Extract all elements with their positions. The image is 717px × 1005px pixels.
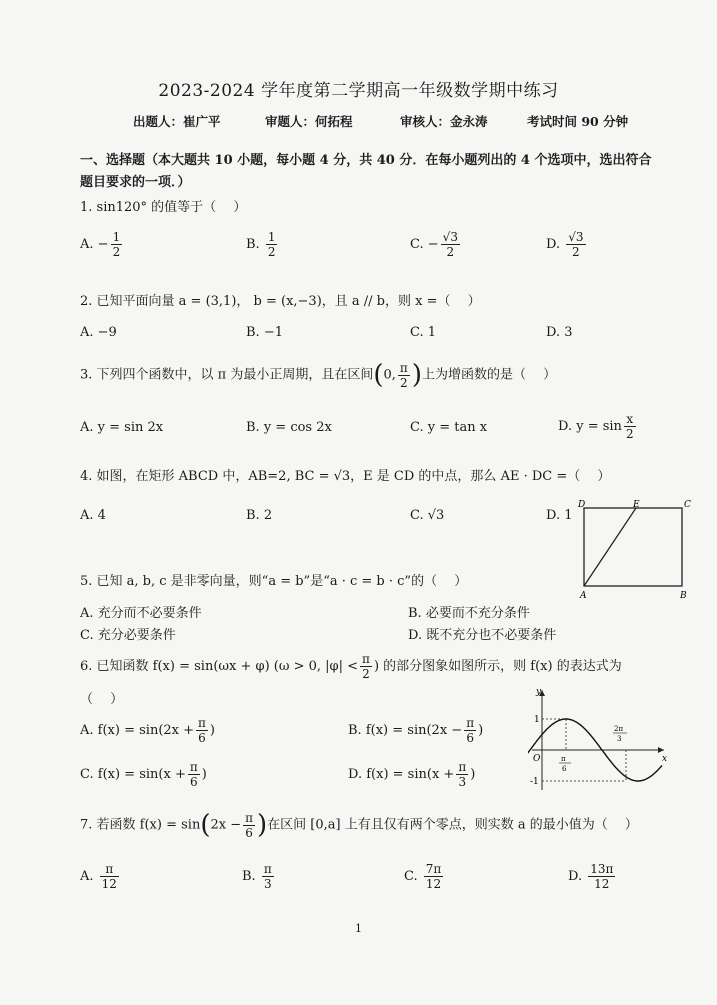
q3-option-b: B. y = cos 2x xyxy=(246,420,332,435)
question-3-stem: 3. 下列四个函数中，以 π 为最小正周期，且在区间(0, $\frac{\pi}{2}$ )上为增函数的是（ ） xyxy=(80,360,557,390)
numerator: π xyxy=(100,862,119,877)
option-text: D. y = sin xyxy=(558,419,622,434)
q1-option-c xyxy=(410,230,462,259)
y-min-label: -1 xyxy=(530,777,539,787)
question-2-stem: 2. 已知平面向量 a = (3,1)， b = (x,−3)，且 a // b，则 x =（ ） xyxy=(80,294,481,309)
q5-option-d: D. 既不充分也不必要条件 xyxy=(408,628,557,643)
option-label: C. xyxy=(404,869,418,884)
denominator: 12 xyxy=(594,877,610,891)
x-axis-label: x xyxy=(662,754,668,764)
x-axis-arrow xyxy=(658,747,664,753)
segment-ae xyxy=(584,508,636,586)
option-text: f(x) = sin(x + xyxy=(97,767,186,782)
numerator: π xyxy=(362,652,370,666)
q6-option-d xyxy=(348,760,475,789)
denominator: 12 xyxy=(101,877,117,891)
numerator: √3 xyxy=(442,230,458,244)
numerator: x xyxy=(624,412,636,427)
denominator: 2 xyxy=(267,245,276,259)
option-label: D. xyxy=(568,869,583,884)
denominator: 12 xyxy=(425,877,442,891)
numerator: π xyxy=(263,862,272,876)
stem-text: 3. 下列四个函数中，以 π 为最小正周期，且在区间 xyxy=(80,367,374,383)
numerator: 1 xyxy=(267,230,276,244)
y-axis-label: y xyxy=(536,687,542,697)
question-4-stem: 4. 如图，在矩形 ABCD 中，AB=2, BC = √3，E 是 CD 的中点，那么 AE · DC =（ ） xyxy=(80,469,611,484)
denominator: 6 xyxy=(245,825,253,840)
minus-sign: − xyxy=(427,237,439,252)
minus-sign: − xyxy=(97,237,109,252)
q7-option-b xyxy=(242,862,276,891)
label-a: A xyxy=(580,591,587,601)
y-max-label: 1 xyxy=(534,715,540,725)
numerator: √3 xyxy=(568,230,584,244)
tick2-den: 3 xyxy=(617,735,622,743)
denominator: 2 xyxy=(625,427,634,441)
option-label: A. xyxy=(80,869,94,884)
denominator: 2 xyxy=(112,245,121,259)
page-title: 2023-2024 学年度第二学期高一年级数学期中练习 xyxy=(158,81,559,101)
q4-option-c: C. √3 xyxy=(410,508,445,523)
option-text: ) xyxy=(201,767,207,782)
option-label: D. xyxy=(546,237,561,252)
option-text: f(x) = sin(2x − xyxy=(365,723,463,738)
q4-option-b: B. 2 xyxy=(246,508,273,523)
inner-text: 2x − xyxy=(210,817,242,833)
option-label: B. xyxy=(348,723,362,738)
option-text: f(x) = sin(x + xyxy=(366,767,455,782)
q7-option-a xyxy=(80,862,121,891)
denominator: 6 xyxy=(198,731,206,745)
stem-text: ) 的部分图象如图所示，则 f(x) 的表达式为 xyxy=(373,659,622,674)
interval-left: 0, xyxy=(383,367,396,383)
q5-option-a: A. 充分而不必要条件 xyxy=(80,606,202,621)
numerator: 13π xyxy=(590,862,614,876)
setter-credit: 出题人：崔广平 xyxy=(133,114,221,129)
section-heading: 一、选择题（本大题共 10 小题，每小题 4 分，共 40 分．在每小题列出的 4 个选项中，选出符合题目要求的一项．） xyxy=(80,153,652,190)
label-e: E xyxy=(633,500,640,510)
q4-option-a: A. 4 xyxy=(80,508,106,523)
option-label: C. xyxy=(80,767,94,782)
denominator: 6 xyxy=(189,775,198,789)
q6-option-b xyxy=(348,716,483,745)
approver-credit: 审核人：金永涛 xyxy=(400,114,488,129)
numerator: π xyxy=(466,716,475,730)
q1-option-b xyxy=(246,230,279,259)
denominator: 2 xyxy=(572,245,580,259)
stem-text: 在区间 [0,a] 上有且仅有两个零点，则实数 a 的最小值为（ ） xyxy=(267,817,638,833)
sine-graph xyxy=(528,684,670,796)
label-b: B xyxy=(680,591,687,601)
option-label: B. xyxy=(246,237,260,252)
q4-option-d: D. 1 xyxy=(546,508,573,523)
q5-option-c: C. 充分必要条件 xyxy=(80,628,176,643)
question-6-paren: （ ） xyxy=(80,692,124,707)
q2-option-a: A. −9 xyxy=(80,325,117,340)
numerator: π xyxy=(458,760,467,774)
question-5-stem: 5. 已知 a, b, c 是非零向量，则“a = b”是“a · c = b · c”的（ ） xyxy=(80,574,468,589)
question-1-stem: 1. sin120° 的值等于（ ） xyxy=(80,200,247,215)
origin-label: O xyxy=(533,754,541,764)
q2-option-d: D. 3 xyxy=(546,325,573,340)
denominator: 6 xyxy=(466,731,474,745)
numerator: π xyxy=(245,810,254,825)
denominator: 2 xyxy=(446,245,455,259)
denominator: 2 xyxy=(362,667,370,681)
stem-text: 7. 若函数 f(x) = sin xyxy=(80,817,201,833)
option-label: D. xyxy=(348,767,363,782)
numerator: π xyxy=(189,760,198,774)
question-7-stem: 7. 若函数 f(x) = sin(2x − $\frac{\pi}{6}$ )在区间 [0,a] 上有且仅有两个零点，则实数 a 的最小值为（ ） xyxy=(80,810,638,840)
option-text: ) xyxy=(209,723,215,738)
q6-option-c xyxy=(80,760,207,789)
numerator: π xyxy=(198,716,206,730)
q6-option-a xyxy=(80,716,215,745)
q1-option-d xyxy=(546,230,588,259)
option-text: f(x) = sin(2x + xyxy=(97,723,195,738)
exam-duration: 考试时间 90 分钟 xyxy=(527,114,629,129)
denominator: 3 xyxy=(458,775,467,789)
stem-text: 6. 已知函数 f(x) = sin(ωx + φ) (ω > 0, |φ| < xyxy=(80,659,359,674)
q5-option-b: B. 必要而不充分条件 xyxy=(408,606,530,621)
question-6-stem xyxy=(80,652,622,681)
q7-option-c xyxy=(404,862,445,891)
tick1-den: 6 xyxy=(562,765,567,773)
numerator: 7π xyxy=(425,862,442,876)
q2-option-c: C. 1 xyxy=(410,325,437,340)
q1-option-a xyxy=(80,230,124,259)
numerator: π xyxy=(399,360,408,375)
rectangle-figure xyxy=(574,498,696,602)
q2-option-b: B. −1 xyxy=(246,325,283,340)
option-label: C. xyxy=(410,237,424,252)
numerator: 1 xyxy=(112,230,121,244)
denominator: 3 xyxy=(263,877,272,891)
stem-text: 上为增函数的是（ ） xyxy=(421,367,557,383)
option-label: A. xyxy=(80,237,94,252)
option-label: A. xyxy=(80,723,94,738)
reviewer-credit: 审题人：何拓程 xyxy=(265,114,353,129)
page-number: 1 xyxy=(355,922,362,935)
option-text: ) xyxy=(478,723,484,738)
tick2-num: 2π xyxy=(614,725,624,733)
option-text: ) xyxy=(470,767,476,782)
denominator: 2 xyxy=(400,375,408,390)
q3-option-c: C. y = tan x xyxy=(410,420,488,435)
q7-option-d xyxy=(568,862,617,891)
q3-option-d xyxy=(558,412,638,441)
label-d: D xyxy=(578,500,586,510)
label-c: C xyxy=(684,500,691,510)
option-label: B. xyxy=(242,869,256,884)
q3-option-a: A. y = sin 2x xyxy=(80,420,164,435)
tick1-num: π xyxy=(561,755,566,763)
rectangle-abcd xyxy=(584,508,682,586)
